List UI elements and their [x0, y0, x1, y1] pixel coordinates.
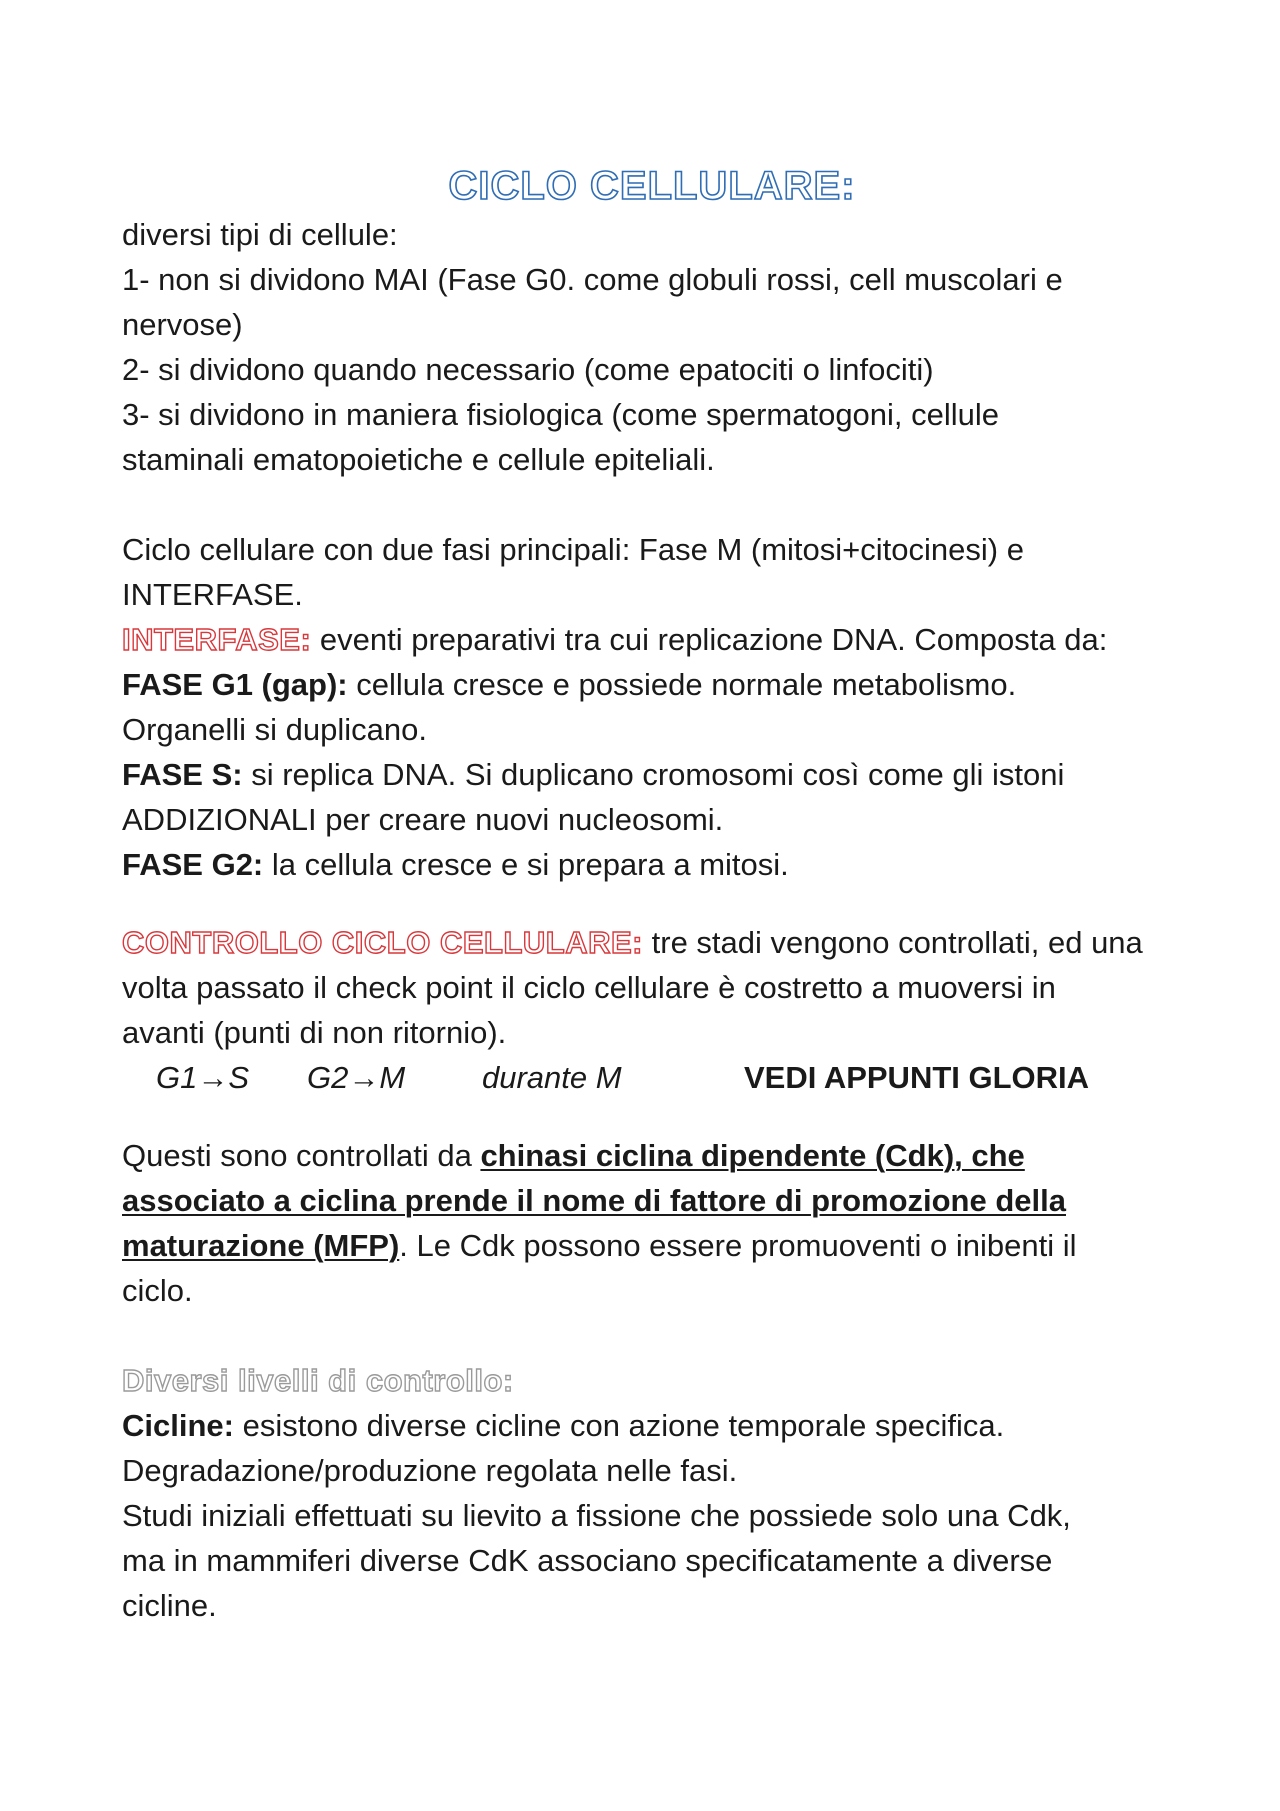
spacer	[122, 482, 1182, 527]
livelli-line: ma in mammiferi diverse CdK associano specificatamente a diverse	[122, 1543, 1053, 1578]
checkpoint-during-m: durante M	[482, 1060, 622, 1095]
cdk-line	[122, 1133, 1182, 1178]
cdk-tail: . Le Cdk possono essere promuoventi o inibenti il	[399, 1228, 1077, 1263]
intro-line: 1- non si dividono MAI (Fase G0. come globuli rossi, cell muscolari e	[122, 262, 1063, 297]
controllo-heading: CONTROLLO CICLO CELLULARE:	[122, 925, 644, 960]
intro-line: diversi tipi di cellule:	[122, 217, 398, 252]
livelli-heading-line	[122, 1358, 1182, 1403]
interfase-heading: INTERFASE:	[122, 622, 312, 657]
controllo-text: tre stadi vengono controllati, ed una	[643, 925, 1143, 960]
intro-line: 3- si dividono in maniera fisiologica (come spermatogoni, cellule	[122, 397, 1000, 432]
page-title: CICLO CELLULARE:	[448, 164, 856, 208]
livelli-line: cicline.	[122, 1588, 217, 1623]
interfase-line	[122, 617, 1182, 662]
g1-text: cellula cresce e possiede normale metabolismo.	[347, 667, 1017, 702]
checkpoint-g2-m: G2→M	[307, 1060, 406, 1095]
cycle-line: INTERFASE.	[122, 577, 303, 612]
intro-line: 2- si dividono quando necessario (come epatociti o linfociti)	[122, 352, 934, 387]
cdk-bold-1: chinasi ciclina dipendente (Cdk), che	[480, 1138, 1025, 1173]
controllo-line-3: avanti (punti di non ritornio).	[122, 1015, 507, 1050]
s-line	[122, 752, 1182, 797]
spacer	[122, 887, 1182, 920]
s-line-2: ADDIZIONALI per creare nuovi nucleosomi.	[122, 802, 724, 837]
livelli-line: Degradazione/produzione regolata nelle fasi.	[122, 1453, 738, 1488]
cdk-bold-3: maturazione (MFP)	[122, 1228, 400, 1263]
controllo-line	[122, 920, 1182, 965]
spacer	[122, 1313, 1182, 1358]
g2-text: la cellula cresce e si prepara a mitosi.	[263, 847, 789, 882]
cycle-line: Ciclo cellulare con due fasi principali: Fase M (mitosi+citocinesi) e	[122, 532, 1024, 567]
cicline-line	[122, 1403, 1182, 1448]
cicline-label: Cicline:	[122, 1408, 234, 1443]
livelli-line: Studi iniziali effettuati su lievito a fissione che possiede solo una Cdk,	[122, 1498, 1071, 1533]
checkpoint-g1-s: G1→S	[156, 1060, 250, 1095]
spacer	[122, 1100, 1182, 1133]
cdk-bold-2: associato a ciclina prende il nome di fattore di promozione della	[122, 1183, 1066, 1218]
document-body	[122, 160, 1182, 1628]
g1-label: FASE G1 (gap):	[122, 667, 348, 702]
interfase-text: eventi preparativi tra cui replicazione DNA. Composta da:	[311, 622, 1108, 657]
checkpoints-row	[122, 1055, 1182, 1100]
g2-label: FASE G2:	[122, 847, 264, 882]
cdk-line-3	[122, 1223, 1182, 1268]
cdk-line-2	[122, 1178, 1182, 1223]
cdk-lead: Questi sono controllati da	[122, 1138, 481, 1173]
g1-line	[122, 662, 1182, 707]
g1-line-2: Organelli si duplicano.	[122, 712, 428, 747]
cicline-text: esistono diverse cicline con azione temporale specifica.	[233, 1408, 1005, 1443]
controllo-line-2: volta passato il check point il ciclo cellulare è costretto a muoversi in	[122, 970, 1056, 1005]
s-label: FASE S:	[122, 757, 243, 792]
g2-line	[122, 842, 1182, 887]
intro-line: nervose)	[122, 307, 243, 342]
cdk-line-4: ciclo.	[122, 1273, 193, 1308]
note-vedi-appunti: VEDI APPUNTI GLORIA	[744, 1060, 1090, 1095]
s-text: si replica DNA. Si duplicano cromosomi così come gli istoni	[242, 757, 1065, 792]
intro-line: staminali ematopoietiche e cellule epiteliali.	[122, 442, 715, 477]
livelli-heading: Diversi livelli di controllo:	[122, 1363, 514, 1398]
